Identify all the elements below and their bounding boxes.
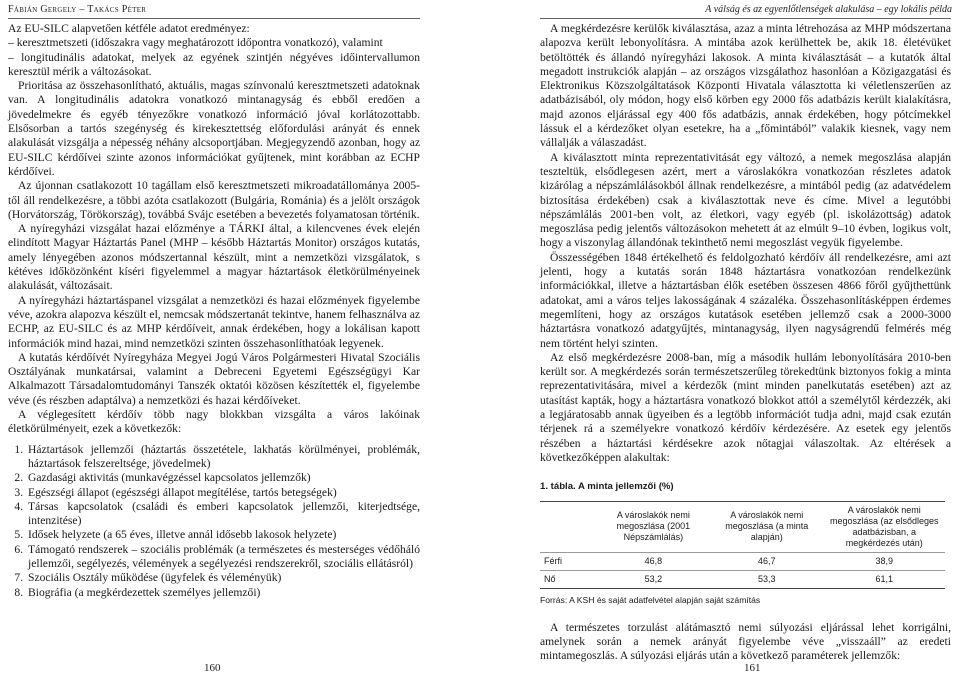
data-table [540, 501, 945, 589]
left-column [8, 22, 420, 600]
table-header-cell: A városlakók nemi megoszlása (az elsődleges adatbázisban, a megkérdezés után) [823, 501, 945, 552]
table-cell: Férfi [540, 552, 597, 570]
table-header-cell: A városlakók nemi megoszlása (a minta alapján) [710, 501, 823, 552]
list-item: 3. Egészségi állapot (egészségi állapot megítélése, tartós betegségek) [26, 486, 420, 500]
table-cell: 53,2 [597, 570, 710, 588]
page-number-right: 161 [744, 662, 761, 674]
running-header-right: A válság és az egyenlőtlenségek alakulása – egy lokális példa [705, 4, 952, 15]
table-cell: Nő [540, 570, 597, 588]
table-cell: 46,8 [597, 552, 710, 570]
right-column [540, 22, 951, 664]
paragraph: A természetes torzulást alátámasztó nemi súlyozási eljárással lehet korrigálni, amelynek során a nemek arányát figyelembe véve „visszaáll” az eredeti mintamegoszlás. A súlyozási eljárás után a következő paraméterek jellemzők: [540, 620, 951, 663]
numbered-list [8, 443, 420, 600]
running-header-left: Fábián Gergely – Takács Péter [8, 4, 147, 15]
table-header-cell [540, 501, 597, 552]
header-rule-right [540, 18, 951, 19]
paragraph: Az EU-SILC alapvetően kétféle adatot eredményez: [8, 22, 250, 35]
list-item: 1. Háztartások jellemzői (háztartás összetétele, lakhatás körülményei, problémák, háztartások felszereltsége, jövedelmek) [26, 443, 420, 472]
paragraph: A nyíregyházi háztartáspanel vizsgálat a nemzetközi és hazai előzmények figyelembe véve, azokra alapozva készült el, nemcsak módszertanát tekintve, hanem felhasználva az ECHP, az EU-SILC és az MHP kérdőíveit, annak érdekében, hogy a lokálisan kapott információk mind hazai, mind nemzetközi szinten összehasonlíthatóak legyenek. [8, 293, 420, 350]
list-item: 7. Szociális Osztály működése (ügyfelek és véleményük) [26, 571, 420, 585]
paragraph: A véglegesített kérdőív több nagy blokkban vizsgálta a város lakóinak életkörülményeit, ezek a következők: [8, 408, 420, 436]
list-item: 2. Gazdasági aktivitás (munkavégzéssel kapcsolatos jellemzők) [26, 471, 420, 485]
page-number-left: 160 [204, 662, 221, 674]
dash-list-item: – longitudinális adatokat, melyek az egyének szintjén négyéves időintervallumon keresztül mérik a változásokat. [8, 50, 420, 78]
table-row [540, 552, 945, 570]
table-header-cell: A városlakók nemi megoszlása (2001 Népszámlálás) [597, 501, 710, 552]
table-cell: 53,3 [710, 570, 823, 588]
paragraph: A kiválasztott minta reprezentativitását egy változó, a nemek megoszlása alapján teszteltük, elsődlegesen azért, mert a városlakókra vonatkozóan részletes adatok kizárólag a népszámlálásokból állnak rendelkezésre, a mintából pedig (az adatvédelem biztosítása érdekében) csak a kiválasztottak neve és címe. Mivel a legutóbbi népszámlálás 2001-ben volt, az életkori, vagy egyéb (pl. iskolázottság) adatok megoszlása pedig jelentős változásokon mehetett át az elmúlt 9–10 évben, logikus volt, hogy a viszonylag állandónak tekinthető nemi megoszlást vegyük figyelembe. [540, 150, 951, 250]
paragraph: A megkérdezésre kerülők kiválasztása, azaz a minta létrehozása az MHP módszertana alapozva került lebonyolításra. A mintába azok kerülhettek be, akik 18. életévüket betöltötték és állandó nyíregyházi lakosok. A minta kiválasztását – a kutatók által megadott instrukciók alapján – az országos vizsgálathoz hasonlóan a Közigazgatási és Elektronikus Közszolgáltatások Központi Hivatala választotta ki véletlenszerűen az adatbázisából, oly módon, hogy első körben egy 2000 fős adatbázis került kialakításra, majd azonos eljárással egy 400 fős adatbázis, annak érdekében, hogy pótcímekkel lássuk el a kérdezőket olyan esetekre, ha a „főmintából” valakik kiesnek, vagy nem vállalják a válaszadást. [540, 22, 951, 150]
table-row [540, 570, 945, 588]
list-item: 6. Támogató rendszerek – szociális problémák (a természetes és mesterséges védőháló jellemzői, segélyezés, vélemények a segélyezési rendszerekről, szociális ellátásról) [26, 543, 420, 572]
list-item: 5. Idősek helyzete (a 65 éves, illetve annál idősebb lakosok helyzete) [26, 528, 420, 542]
paragraph: Az újonnan csatlakozott 10 tagállam első keresztmetszeti mikroadatállománya 2005-től áll rendelkezésre, a többi azóta csatlakozott (Bulgária, Románia) és a jelölt országok (Horvátország, Törökország), továbbá Svájc esetében a bevezetés folyamatosan történik. [8, 179, 420, 221]
table-source: Forrás: A KSH és saját adatfelvétel alapján saját számítás [540, 594, 761, 605]
table-cell: 61,1 [823, 570, 945, 588]
paragraph: Az első megkérdezésre 2008-ban, míg a második hullám lebonyolítására 2010-ben került sor. A megkérdezés során természetszerűleg törekedtünk biztonyos fokig a minta reprezentativitására, mivel a kérdezők (mint minden panelkutatás esetében) azt az utasítást kapták, hogy a háztartásra vonatkozó blokkot attól a személytől kérdezzék, aki a legjáratosabb annak ügyeiben és a legtöbb információt tudja adni, majd csak ezután térjenek rá a személyekre vonatkozó kérdőív kérdezésére. Az esetek egy jelentős részében a háztartási kérdésekre azok nőtagjai válaszoltak. Az eltérések a következőképpen alakultak: [540, 350, 951, 464]
dash-list [8, 36, 420, 79]
paragraph: Prioritása az összehasonlítható, aktuális, magas színvonalú keresztmetszeti adatoknak van. A longitudinális adatokra vonatkozó mintanagyság és ebből eredően a jövedelmekre és egyéb tényezőkre vonatkozó információ jóval korlátozottabb. Elsősorban a tartós szegénység és kirekesztettség előfordulási arányát és ennek alakulását vizsgálja a népesség néhány alcsoportjában. Megjegyzendő azonban, hogy az EU-SILC kérdőívei szinte azonos információkat gyűjtenek, mint korábban az ECHP kérdőívei. [8, 79, 420, 178]
table-caption: 1. tábla. A minta jellemzői (%) [540, 481, 674, 493]
dash-list-item: – keresztmetszeti (időszakra vagy meghatározott időpontra vonatkozó), valamint [8, 36, 383, 50]
list-item: 4. Társas kapcsolatok (családi és emberi kapcsolatok jellemzői, kiterjedtsége, intenzitése) [26, 500, 420, 529]
table-header-row [540, 501, 945, 552]
table-cell: 46,7 [710, 552, 823, 570]
paragraph: A nyíregyházi vizsgálat hazai előzménye a TÁRKI által, a kilencvenes évek elején elindított Magyar Háztartás Panel (MHP – később Háztartás Monitor) országos kutatás, amely lényegében azonos módszertannal készült, mint a nemzetközi vizsgálatok, s kétéves időközönként kíséri figyelemmel a magyar háztartások életkörülményeinek alakulását, változásait. [8, 222, 420, 293]
header-rule-left [8, 18, 420, 19]
paragraph: Összességében 1848 értékelhető és feldolgozható kérdőív áll rendelkezésre, ami azt jelenti, hogy a kutatás során 1848 háztartásra vonatkozóan rendelkezünk információkkal, illetve a háztartásban élők esetében összesen 4866 főről gyűjthettünk adatokat, ami a város teljes lakosságának 4 százaléka. Összehasonlításképpen érdemes megemlíteni, hogy az országos kutatások esetében jellemző csak a 2000-3000 háztartásra vonatkozó adatgyűjtés, mintanagyság, ilyen nagyságrendű felmérés még nem történt helyi szinten. [540, 250, 951, 350]
list-item: 8. Biográfia (a megkérdezettek személyes jellemzői) [26, 586, 420, 600]
table-cell: 38,9 [823, 552, 945, 570]
paragraph: A kutatás kérdőívét Nyíregyháza Megyei Jogú Város Polgármesteri Hivatal Szociális Osztályának munkatársai, valamint a Debreceni Egyetemi Egészségügyi Kar Alkalmazott Társadalomtudományi Tanszék oktatói közösen készítették el, figyelembe véve (és részben adaptálva) a nemzetközi és hazai kérdőíveket. [8, 350, 420, 407]
